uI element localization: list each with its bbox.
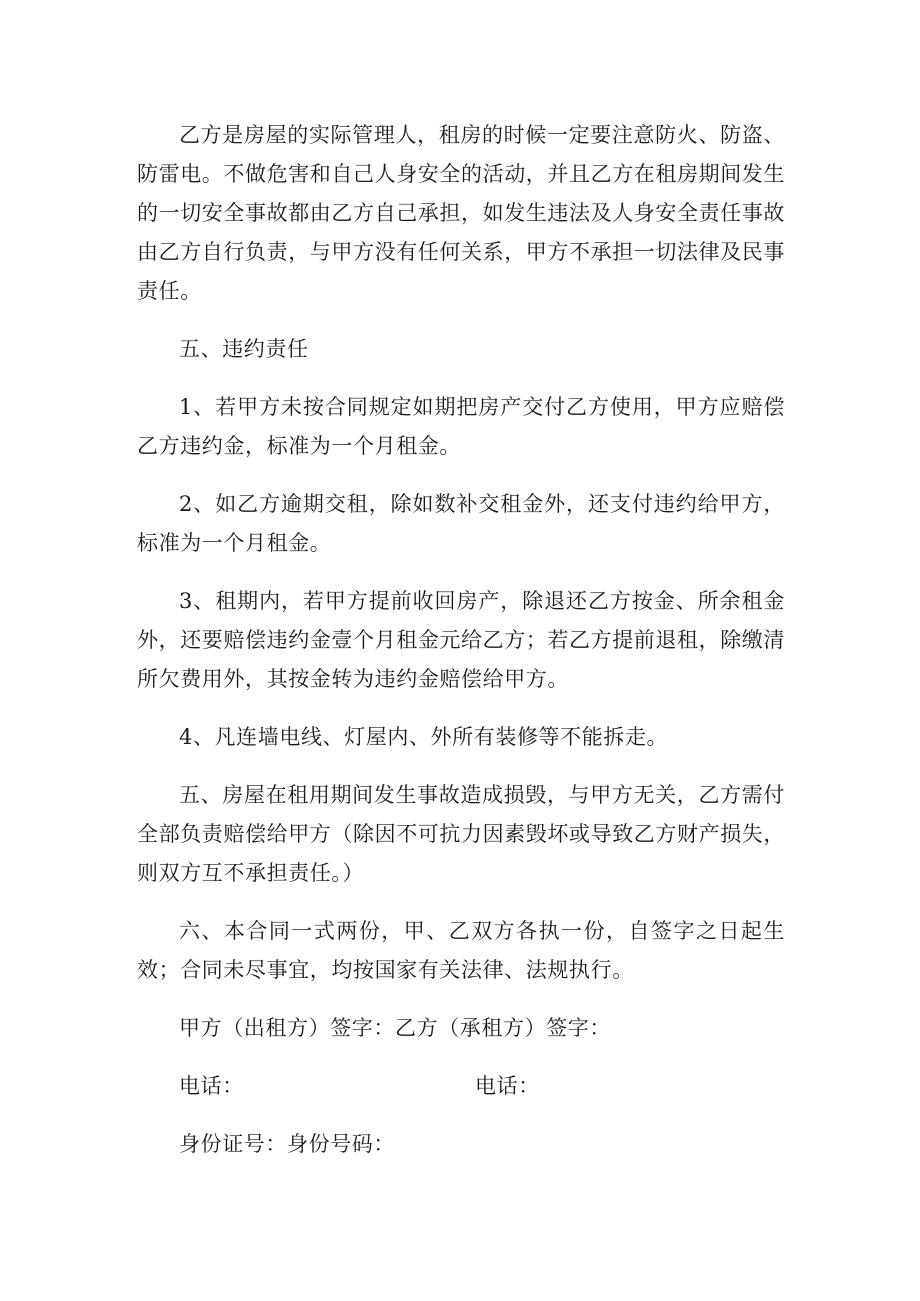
clause-copies: 六、本合同一式两份，甲、乙双方各执一份，自签字之日起生效；合同未尽事宜，均按国家有关法律、法规执行。 — [137, 919, 785, 982]
id-number-label: 身份证号：身份号码： — [179, 1132, 395, 1156]
phone-line — [137, 1067, 785, 1106]
signature-line — [137, 1009, 785, 1048]
clause-1: 1、若甲方未按合同规定如期把房产交付乙方使用，甲方应赔偿乙方违约金，标准为一个月租金。 — [137, 395, 785, 458]
paragraph-safety: 乙方是房屋的实际管理人，租房的时候一定要注意防火、防盗、防雷电。不做危害和自己人身安全的活动，并且乙方在租房期间发生的一切安全事故都由乙方自己承担，如发生违法及人身安全责任事故由乙方自行负责，与甲方没有任何关系，甲方不承担一切法律及民事责任。 — [137, 123, 785, 303]
phone-label-party-a: 电话： — [179, 1074, 244, 1098]
section-heading-breach: 五、违约责任 — [179, 337, 309, 361]
document-body — [137, 116, 785, 1183]
clause-3: 3、租期内，若甲方提前收回房产，除退还乙方按金、所余租金外，还要赔偿违约金壹个月租金元给乙方；若乙方提前退租，除缴清所欠费用外，其按金转为违约金赔偿给甲方。 — [137, 589, 785, 691]
clause-4: 4、凡连墙电线、灯屋内、外所有装修等不能拆走。 — [179, 725, 669, 749]
clause-2: 2、如乙方逾期交租，除如数补交租金外，还支付违约给甲方，标准为一个月租金。 — [137, 492, 785, 555]
id-number-line — [137, 1125, 785, 1164]
signature-label: 甲方（出租方）签字：乙方（承租方）签字： — [179, 1016, 611, 1040]
clause-damage: 五、房屋在租用期间发生事故造成损毁，与甲方无关，乙方需付全部负责赔偿给甲方（除因不可抗力因素毁坏或导致乙方财产损失，则双方互不承担责任。） — [137, 783, 785, 885]
phone-label-party-b: 电话： — [475, 1074, 540, 1098]
